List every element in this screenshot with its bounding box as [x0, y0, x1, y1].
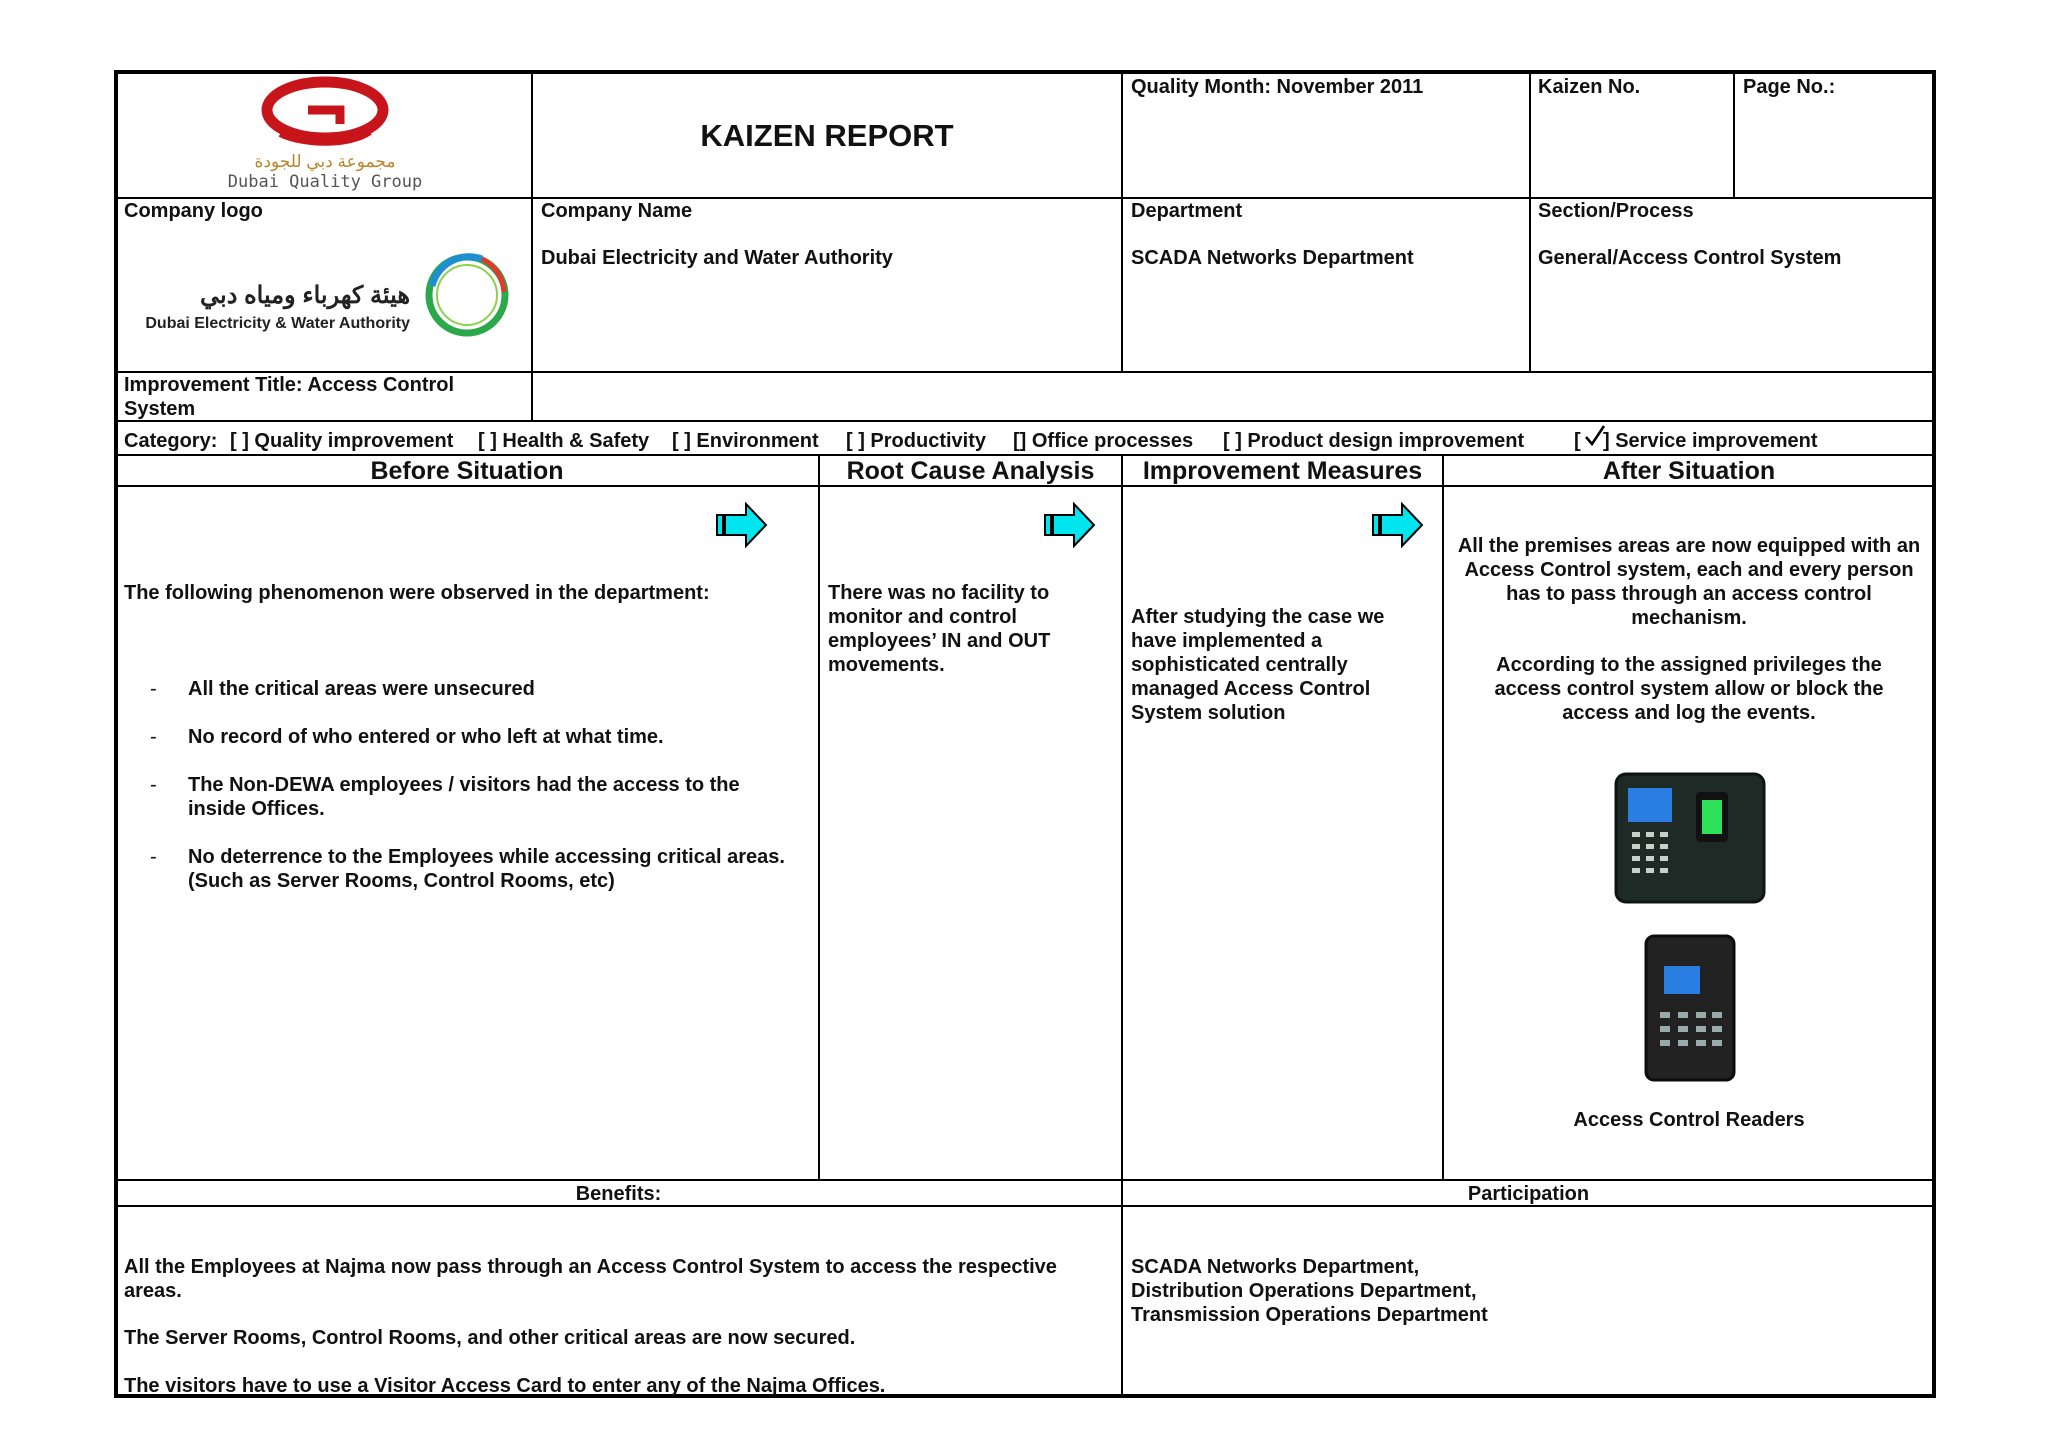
quality-month: Quality Month: November 2011 [1131, 76, 1424, 98]
dqg-arabic-text: مجموعة دبي للجودة [254, 152, 396, 171]
improvement-title: Improvement Title: Access Control System [124, 374, 455, 420]
section-value: General/Access Control System [1538, 247, 1842, 269]
after-situation-header: After Situation [1602, 457, 1776, 485]
benefits-label: Benefits: [575, 1183, 662, 1205]
company-name-label: Company Name [541, 200, 693, 222]
category-quality: [ ] Quality improvement [230, 430, 454, 452]
improvement-measures-header: Improvement Measures [1142, 457, 1423, 485]
list-item: - All the critical areas were unsecured [116, 677, 816, 701]
department-label: Department [1131, 200, 1243, 222]
arrow-right-icon [716, 501, 768, 549]
category-productivity: [ ] Productivity [846, 430, 987, 452]
category-health-safety: [ ] Health & Safety [478, 430, 650, 452]
list-item: - No record of who entered or who left at what time. [116, 725, 816, 749]
company-name: Dubai Electricity and Water Authority [541, 247, 893, 269]
after-paragraph-2: According to the assigned privileges the access control system allow or block the access and log the events. [1494, 654, 1884, 724]
measures-text: After studying the case we have implemented a sophisticated centrally managed Access Control System solution [1131, 606, 1385, 724]
benefit-line-2: The Server Rooms, Control Rooms, and other critical areas are now secured. [124, 1327, 856, 1349]
company-logo-label: Company logo [124, 200, 263, 222]
category-service-open: [ [1574, 430, 1581, 452]
participation-text: SCADA Networks Department, Distribution Operations Department, Transmission Operations Department [1131, 1256, 1488, 1326]
before-intro: The following phenomenon were observed in the department: [124, 582, 710, 604]
dewa-arabic-text: هيئة كهرباء ومياه دبي [200, 282, 410, 309]
list-item: - The Non-DEWA employees / visitors had the access to the inside Offices. [116, 773, 816, 821]
participation-label: Participation [1467, 1183, 1590, 1205]
page-no-label: Page No.: [1743, 76, 1836, 98]
list-item: - No deterrence to the Employees while accessing critical areas. (Such as Server Rooms, Control Rooms, etc) [116, 845, 816, 893]
before-list [116, 653, 816, 917]
category-label: Category: [124, 430, 218, 452]
dqg-english-text: Dubai Quality Group [227, 172, 423, 192]
category-office-processes: [] Office processes [1013, 430, 1194, 452]
dewa-logo [130, 246, 520, 346]
benefit-line-1: All the Employees at Najma now pass through an Access Control System to access the respective areas. [124, 1256, 1057, 1302]
kaizen-no-label: Kaizen No. [1538, 76, 1641, 98]
root-cause-header: Root Cause Analysis [846, 457, 1095, 485]
arrow-right-icon [1044, 501, 1096, 549]
before-situation-header: Before Situation [370, 457, 564, 485]
dewa-english-text: Dubai Electricity & Water Authority [145, 315, 410, 332]
dubai-quality-group-logo [220, 72, 430, 196]
readers-caption: Access Control Readers [1573, 1109, 1805, 1131]
access-control-reader-image [1640, 932, 1740, 1084]
after-paragraph-1: All the premises areas are now equipped with an Access Control system, each and every person has to pass through an access control mechanism. [1457, 535, 1921, 629]
category-service: ] Service improvement [1603, 430, 1818, 452]
category-product-design: [ ] Product design improvement [1223, 430, 1525, 452]
report-title: KAIZEN REPORT [700, 118, 954, 153]
section-label: Section/Process [1538, 200, 1694, 222]
root-cause-text: There was no facility to monitor and control employees’ IN and OUT movements. [828, 582, 1051, 676]
benefit-line-3: The visitors have to use a Visitor Access Card to enter any of the Najma Offices. [124, 1375, 886, 1397]
dewa-ring-icon [422, 250, 512, 340]
department-value: SCADA Networks Department [1131, 247, 1414, 269]
dqg-emblem-icon [220, 72, 430, 152]
arrow-right-icon [1372, 501, 1424, 549]
category-environment: [ ] Environment [672, 430, 819, 452]
access-control-reader-image [1612, 770, 1768, 906]
